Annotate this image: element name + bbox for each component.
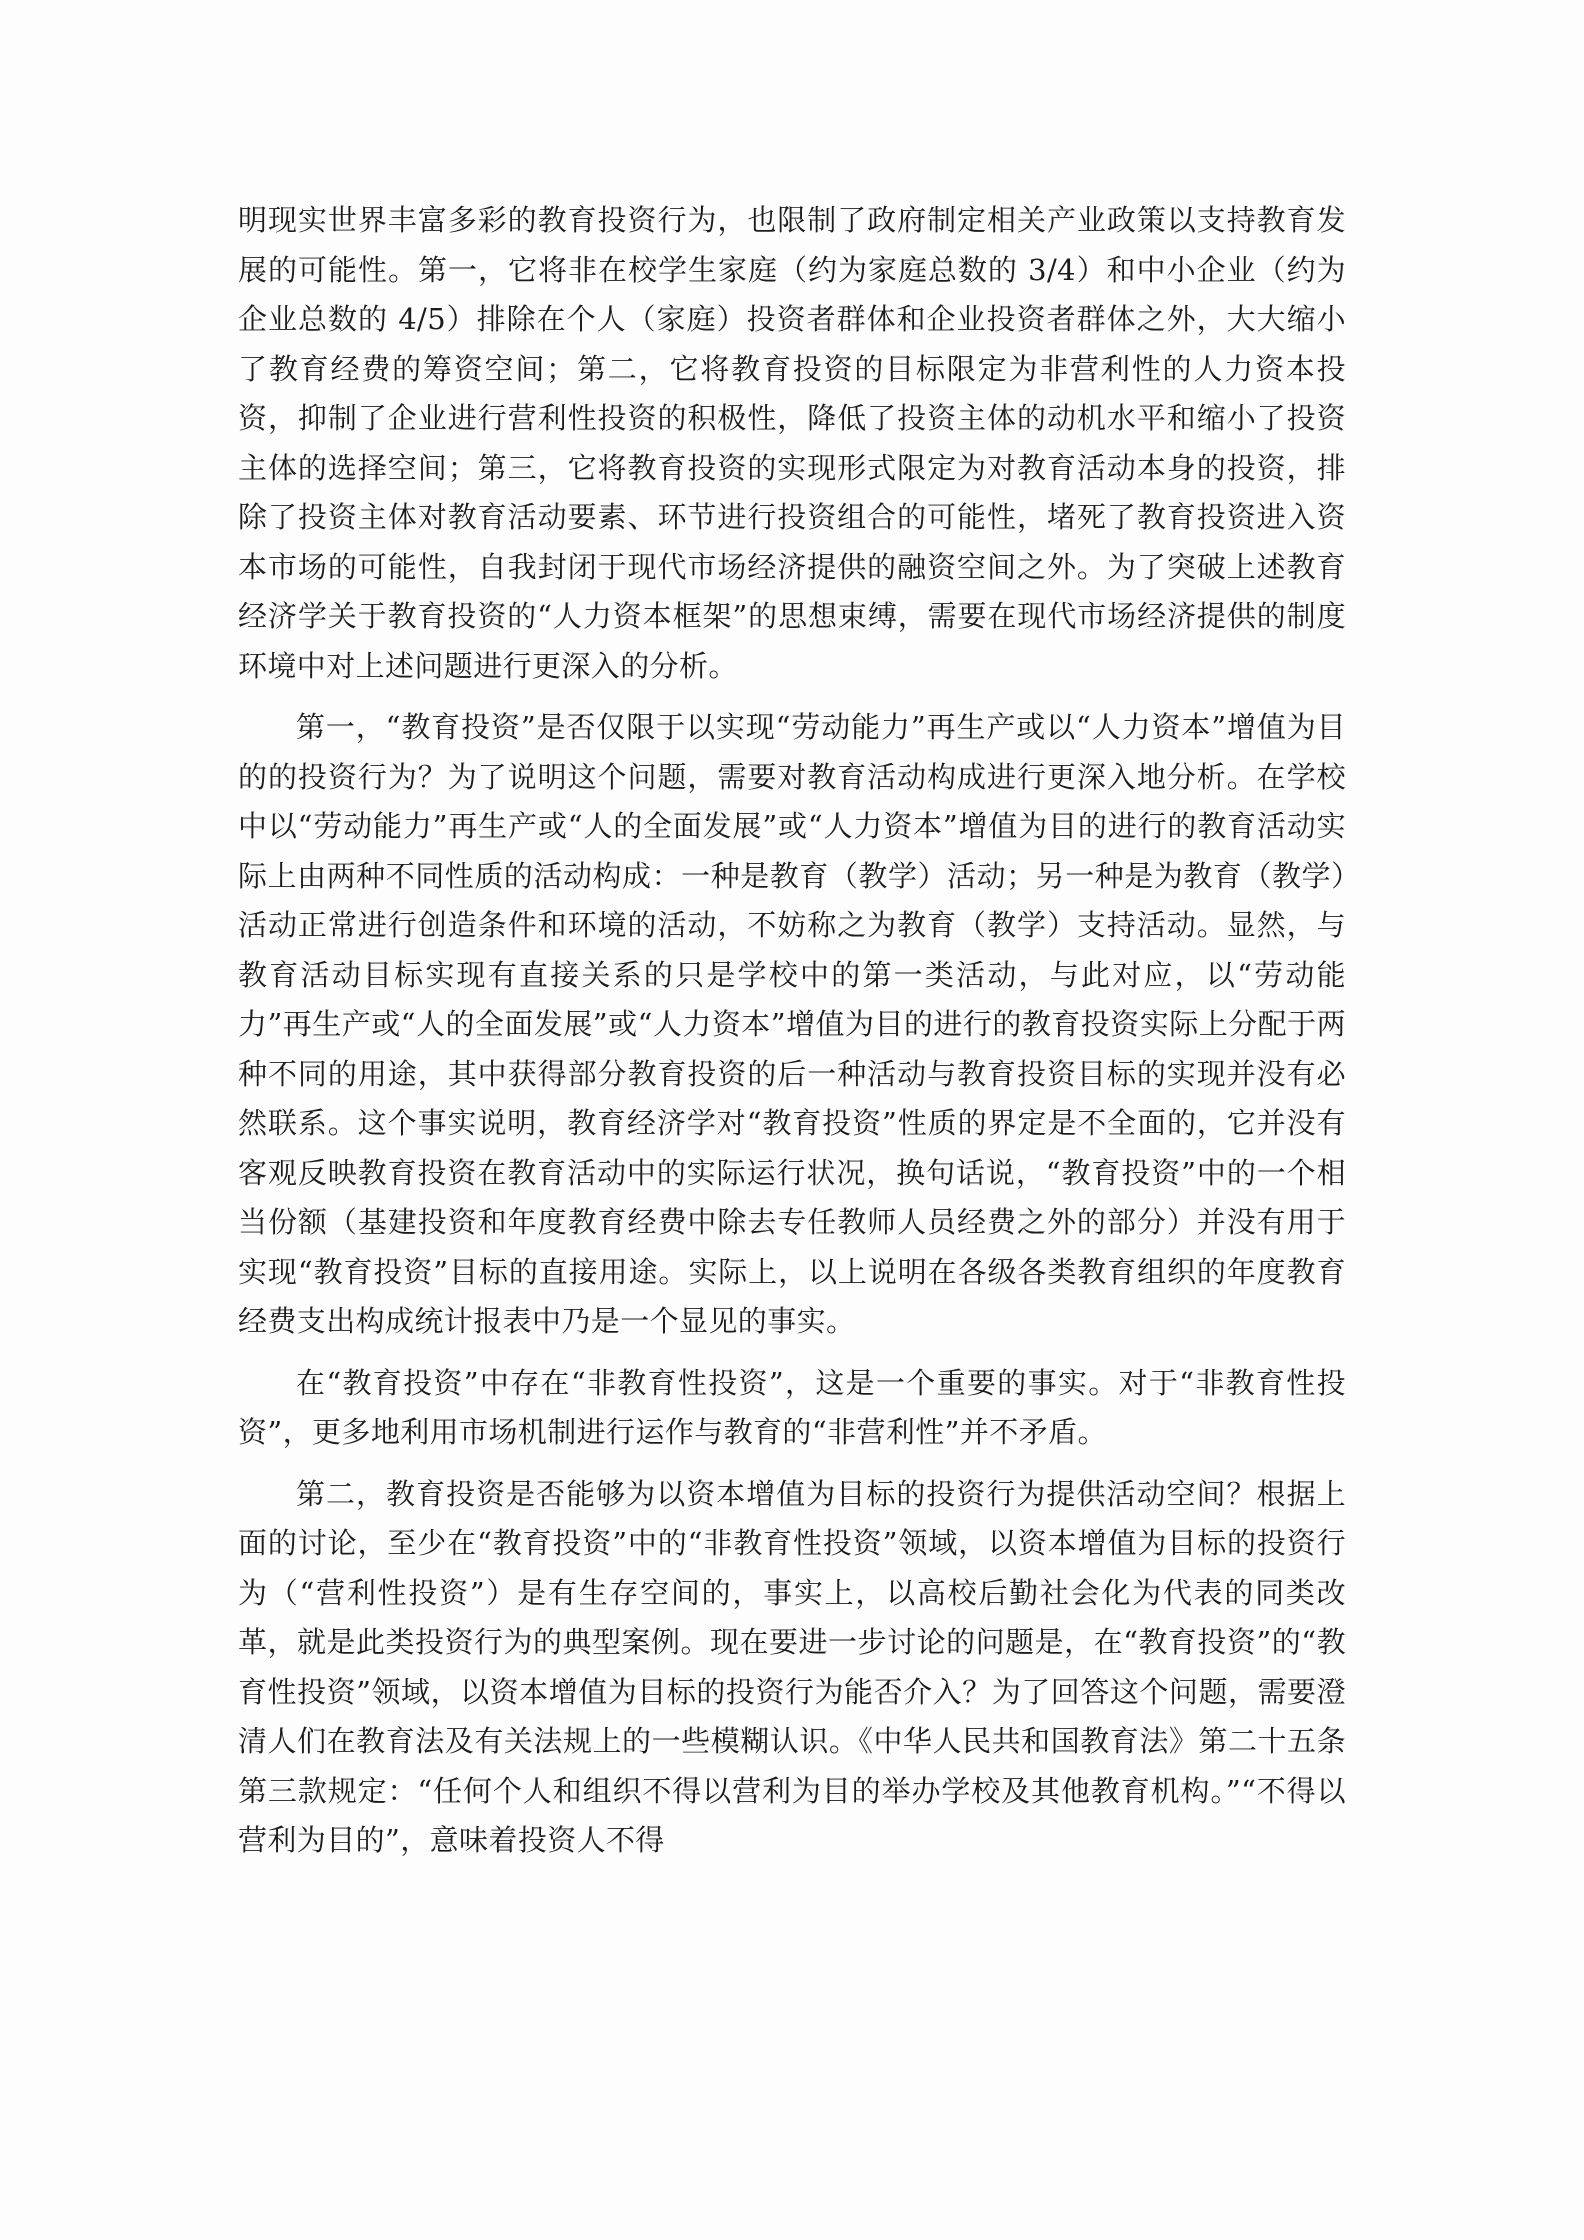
paragraph-3: 在“教育投资”中存在“非教育性投资”，这是一个重要的事实。对于“非教育性投资”，更多地利用市场机制进行运作与教育的“非营利性”并不矛盾。 (238, 1365, 1346, 1449)
paragraph-1: 明现实世界丰富多彩的教育投资行为，也限制了政府制定相关产业政策以支持教育发展的可能性。第一，它将非在校学生家庭（约为家庭总数的 3/4）和中小企业（约为企业总数的 4/5）排除在个人（家庭）投资者群体和企业投资者群体之外，大大缩小了教育经费的筹资空间；第二，它将教育投资的目标限定为非营利性的人力资本投资，抑制了企业进行营利性投资的积极性，降低了投资主体的动机水平和缩小了投资主体的选择空间；第三，它将教育投资的实现形式限定为对教育活动本身的投资，排除了投资主体对教育活动要素、环节进行投资组合的可能性，堵死了教育投资进入资本市场的可能性，自我封闭于现代市场经济提供的融资空间之外。为了突破上述教育经济学关于教育投资的“人力资本框架”的思想束缚，需要在现代市场经济提供的制度环境中对上述问题进行更深入的分析。 (238, 203, 1346, 683)
paragraph-2: 第一，“教育投资”是否仅限于以实现“劳动能力”再生产或以“人力资本”增值为目的的投资行为？为了说明这个问题，需要对教育活动构成进行更深入地分析。在学校中以“劳动能力”再生产或“人的全面发展”或“人力资本”增值为目的进行的教育活动实际上由两种不同性质的活动构成：一种是教育（教学）活动；另一种是为教育（教学）活动正常进行创造条件和环境的活动，不妨称之为教育（教学）支持活动。显然，与教育活动目标实现有直接关系的只是学校中的第一类活动，与此对应，以“劳动能力”再生产或“人的全面发展”或“人力资本”增值为目的进行的教育投资实际上分配于两种不同的用途，其中获得部分教育投资的后一种活动与教育投资目标的实现并没有必然联系。这个事实说明，教育经济学对“教育投资”性质的界定是不全面的，它并没有客观反映教育投资在教育活动中的实际运行状况，换句话说，“教育投资”中的一个相当份额（基建投资和年度教育经费中除去专任教师人员经费之外的部分）并没有用于实现“教育投资”目标的直接用途。实际上，以上说明在各级各类教育组织的年度教育经费支出构成统计报表中乃是一个显见的事实。 (238, 710, 1346, 1338)
paragraph-4: 第二，教育投资是否能够为以资本增值为目标的投资行为提供活动空间？根据上面的讨论，至少在“教育投资”中的“非教育性投资”领域，以资本增值为目标的投资行为（“营利性投资”）是有生存空间的，事实上，以高校后勤社会化为代表的同类改革，就是此类投资行为的典型案例。现在要进一步讨论的问题是，在“教育投资”的“教育性投资”领域，以资本增值为目标的投资行为能否介入？为了回答这个问题，需要澄清人们在教育法及有关法规上的一些模糊认识。《中华人民共和国教育法》第二十五条第三款规定：“任何个人和组织不得以营利为目的举办学校及其他教育机构。”“不得以营利为目的”，意味着投资人不得 (238, 1476, 1346, 1857)
body-text (238, 196, 1346, 1866)
